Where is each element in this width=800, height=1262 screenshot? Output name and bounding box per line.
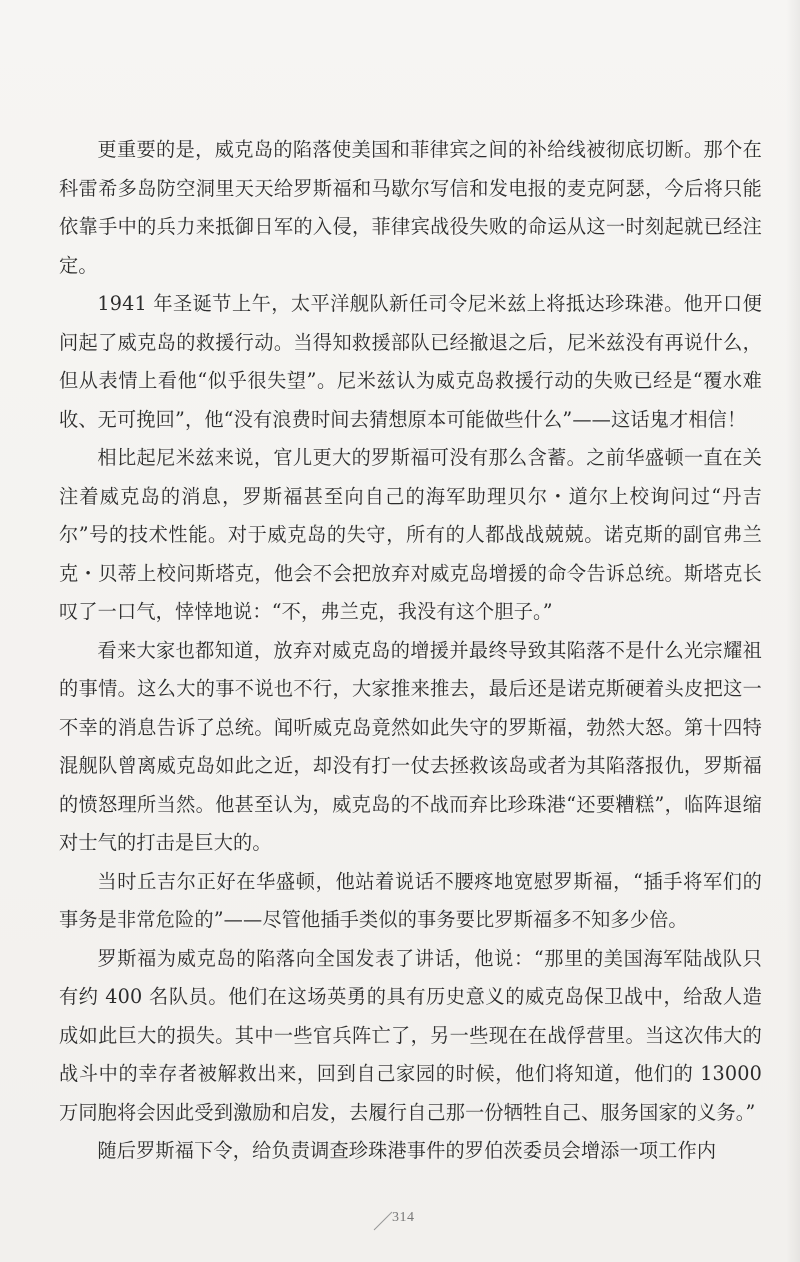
- page-number-slash-icon: [372, 1210, 394, 1232]
- paragraph-1: 更重要的是，威克岛的陷落使美国和菲律宾之间的补给线被彻底切断。那个在科雷希多岛防空洞里天天给罗斯福和马歇尔写信和发电报的麦克阿瑟，今后将只能依靠手中的兵力来抵御日军的入侵，菲律宾战役失败的命运从这一时刻起就已经注定。: [59, 138, 762, 277]
- page-edge-shadow: [786, 0, 800, 1262]
- paragraph-3: 相比起尼米兹来说，官儿更大的罗斯福可没有那么含蓄。之前华盛顿一直在关注着威克岛的消息，罗斯福甚至向自己的海军助理贝尔・道尔上校询问过“丹吉尔”号的技术性能。对于威克岛的失守，所有的人都战战兢兢。诺克斯的副官弗兰克・贝蒂上校问斯塔克，他会不会把放弃对威克岛增援的命令告诉总统。斯塔克长叹了一口气，悻悻地说：“不，弗兰克，我没有这个胆子。”: [59, 446, 762, 623]
- page-number: 314: [392, 1210, 415, 1225]
- page-footer: [372, 1208, 432, 1234]
- paragraph-7: 随后罗斯福下令，给负责调查珍珠港事件的罗伯茨委员会增添一项工作内: [97, 1139, 717, 1162]
- paragraph-4: 看来大家也都知道，放弃对威克岛的增援并最终导致其陷落不是什么光宗耀祖的事情。这么大的事不说也不行，大家推来推去，最后还是诺克斯硬着头皮把这一不幸的消息告诉了总统。闻听威克岛竟然如此失守的罗斯福，勃然大怒。第十四特混舰队曾离威克岛如此之近，却没有打一仗去拯救该岛或者为其陷落报仇，罗斯福的愤怒理所当然。他甚至认为，威克岛的不战而弃比珍珠港“还要糟糕”，临阵退缩对士气的打击是巨大的。: [59, 638, 762, 854]
- paragraph-5: 当时丘吉尔正好在华盛顿，他站着说话不腰疼地宽慰罗斯福，“插手将军们的事务是非常危险的”——尽管他插手类似的事务要比罗斯福多不知多少倍。: [59, 869, 762, 931]
- paragraph-6: 罗斯福为威克岛的陷落向全国发表了讲话，他说：“那里的美国海军陆战队只有约 400 名队员。他们在这场英勇的具有历史意义的威克岛保卫战中，给敌人造成如此巨大的损失。其中一些官兵阵亡了，另一些现在在战俘营里。当这次伟大的战斗中的幸存者被解救出来，回到自己家园的时候，他们将知道，他们的 13000 万同胞将会因此受到激励和启发，去履行自己那一份牺牲自己、服务国家的义务。”: [59, 946, 762, 1124]
- paragraph-2: 1941 年圣诞节上午，太平洋舰队新任司令尼米兹上将抵达珍珠港。他开口便问起了威克岛的救援行动。当得知救援部队已经撤退之后，尼米兹没有再说什么，但从表情上看他“似乎很失望”。尼米兹认为威克岛救援行动的失败已经是“覆水难收、无可挽回”，他“没有浪费时间去猜想原本可能做些什么”——这话鬼才相信！: [59, 292, 762, 431]
- body-text: [59, 131, 762, 1171]
